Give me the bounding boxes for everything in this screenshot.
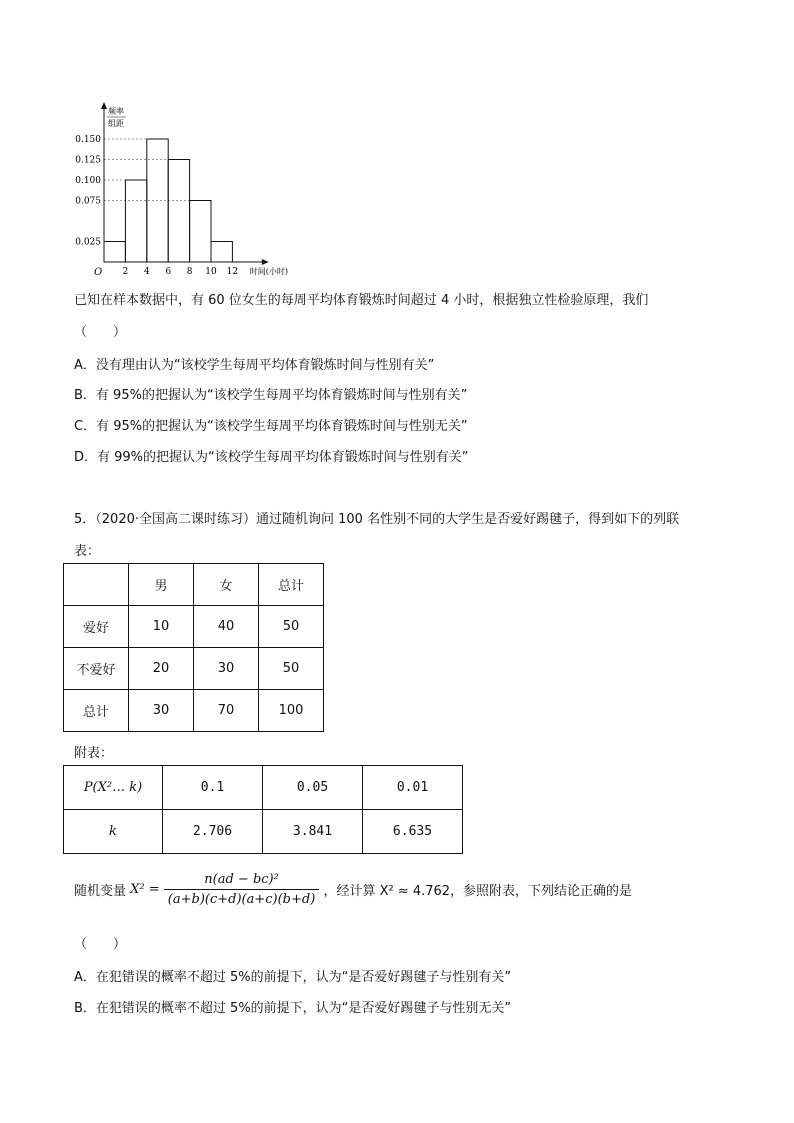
y-axis-label-top: 频率: [108, 107, 124, 116]
x-axis-arrow: [262, 259, 269, 265]
table-row: [64, 690, 324, 732]
q5-paren: （ ）: [74, 937, 127, 952]
table-cell: 不爱好: [64, 648, 129, 690]
histogram-bar: [168, 160, 189, 263]
histogram-bar: [125, 180, 146, 262]
x-tick-label: 4: [143, 267, 150, 275]
table-cell: 10: [129, 606, 194, 648]
table-cell: 3.841: [263, 810, 363, 854]
table-cell: 男: [129, 564, 194, 606]
table-cell: 2.706: [163, 810, 263, 854]
table-row: [64, 648, 324, 690]
y-tick-label: 0.100: [75, 176, 101, 186]
table-cell: 40: [194, 606, 259, 648]
histogram-bar: [190, 201, 211, 263]
formula-line: [74, 872, 632, 907]
table-cell: 6.635: [363, 810, 463, 854]
appendix-label: 附表：: [74, 746, 114, 761]
y-tick-label: 0.125: [75, 155, 101, 166]
q4-paren: （ ）: [74, 325, 127, 340]
formula-suffix: ，经计算 X² ≈ 4.762，参照附表，下列结论正确的是: [323, 884, 633, 899]
q4-option-b: B．有 95%的把握认为“该校学生每周平均体育锻炼时间与性别有关”: [74, 388, 468, 403]
histogram-bar: [104, 242, 125, 263]
y-axis-label-bottom: 组距: [108, 119, 124, 128]
table-cell: 100: [259, 690, 324, 732]
q4-stem: 已知在样本数据中，有 60 位女生的每周平均体育锻炼时间超过 4 小时，根据独立性检验原理，我们: [74, 293, 649, 308]
table-cell: 50: [259, 648, 324, 690]
table-row: [64, 606, 324, 648]
table-row: [64, 564, 324, 606]
histogram-chart: [60, 100, 310, 275]
formula-numerator: n(ad − bc)²: [164, 872, 320, 890]
table-row: [64, 810, 463, 854]
y-tick-label: 0.150: [75, 135, 101, 145]
table-cell: 总计: [259, 564, 324, 606]
table-cell: 30: [194, 648, 259, 690]
x-axis-label: 时间(小时): [249, 267, 289, 275]
y-tick-label: 0.025: [75, 237, 101, 248]
origin-label: O: [94, 267, 103, 275]
y-tick-label: 0.075: [75, 196, 101, 207]
q5-option-a: A．在犯错误的概率不超过 5%的前提下，认为“是否爱好踢毽子与性别有关”: [74, 970, 512, 985]
formula-fraction: [164, 872, 320, 907]
x-tick-label: 8: [186, 267, 193, 275]
y-axis-arrow: [101, 102, 107, 109]
histogram-plot: [75, 102, 288, 275]
q5-option-b: B．在犯错误的概率不超过 5%的前提下，认为“是否爱好踢毽子与性别无关”: [74, 1001, 512, 1016]
x-tick-label: 10: [205, 267, 217, 275]
table-cell: k: [64, 810, 163, 854]
appendix-table: [63, 765, 463, 854]
table-cell: 0.1: [163, 766, 263, 810]
q4-option-c: C．有 95%的把握认为“该校学生每周平均体育锻炼时间与性别无关”: [74, 419, 468, 434]
q4-option-a: A．没有理由认为“该校学生每周平均体育锻炼时间与性别有关”: [74, 358, 435, 373]
q4-option-d: D．有 99%的把握认为“该校学生每周平均体育锻炼时间与性别有关”: [74, 450, 469, 465]
table-cell: 20: [129, 648, 194, 690]
table-cell: 30: [129, 690, 194, 732]
table-cell: 总计: [64, 690, 129, 732]
q5-stem-line1: 5．（2020·全国高二课时练习）通过随机询问 100 名性别不同的大学生是否爱好踢毽子，得到如下的列联: [74, 512, 680, 527]
x-tick-label: 12: [226, 267, 239, 275]
q5-stem-line2: 表：: [74, 544, 101, 559]
table-row: [64, 766, 463, 810]
table-cell: 0.01: [363, 766, 463, 810]
formula-prefix: 随机变量: [74, 884, 127, 899]
table-cell: [64, 564, 129, 606]
formula-lhs: X² =: [130, 882, 160, 897]
contingency-table: [63, 563, 324, 732]
table-cell: 50: [259, 606, 324, 648]
x-tick-label: 2: [122, 267, 129, 275]
table-cell: P(X²… k): [64, 766, 163, 810]
histogram-bar: [211, 242, 232, 263]
table-cell: 70: [194, 690, 259, 732]
x-tick-label: 6: [165, 267, 172, 275]
formula-denominator: (a+b)(c+d)(a+c)(b+d): [167, 892, 316, 907]
table-cell: 0.05: [263, 766, 363, 810]
table-cell: 爱好: [64, 606, 129, 648]
table-cell: 女: [194, 564, 259, 606]
